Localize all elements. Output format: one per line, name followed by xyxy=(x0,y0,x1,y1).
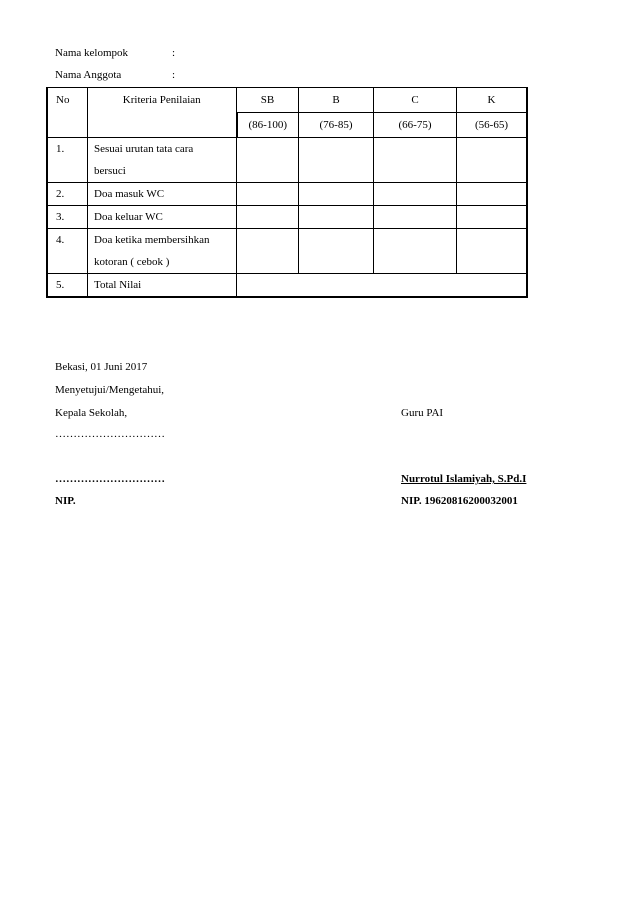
score-cell-sb xyxy=(237,138,299,183)
total-score-cell xyxy=(237,274,528,298)
col-no-header: No xyxy=(47,88,88,138)
score-cell-b xyxy=(299,229,374,274)
grade-k-label: K xyxy=(457,88,528,113)
criteria-line-2: kotoran ( cebok ) xyxy=(94,256,170,268)
score-cell-sb xyxy=(237,206,299,229)
table-row xyxy=(47,183,527,206)
teacher-name: Nurrotul Islamiyah, S.Pd.I xyxy=(401,473,527,485)
members-label: Nama Anggota xyxy=(55,69,122,81)
col-criteria-header: Kriteria Penilaian xyxy=(88,88,237,138)
members-colon: : xyxy=(172,69,176,81)
row-number: 3. xyxy=(47,206,88,229)
teacher-nip: NIP. 1962081620003200​1 xyxy=(401,495,518,507)
row-number: 2. xyxy=(47,183,88,206)
row-number: 4. xyxy=(47,229,88,274)
grade-sb-range: (86-100) xyxy=(237,113,299,138)
teacher-title: Guru PAI xyxy=(401,407,444,419)
assessment-table xyxy=(46,87,528,298)
table-row-total xyxy=(47,274,527,298)
grade-k-range: (56-65) xyxy=(457,113,528,138)
row-criteria: Doa keluar WC xyxy=(88,206,237,229)
score-cell-c xyxy=(374,138,457,183)
table-row xyxy=(47,138,527,183)
score-cell-b xyxy=(299,138,374,183)
score-cell-c xyxy=(374,229,457,274)
table-row xyxy=(47,229,527,274)
place-date: Bekasi, 01 Juni 2017 xyxy=(55,361,148,373)
score-cell-b xyxy=(299,206,374,229)
principal-nip: NIP. xyxy=(55,495,76,507)
dotted-line: ………………………… xyxy=(55,428,165,440)
score-cell-k xyxy=(457,206,528,229)
grade-c-range: (66-75) xyxy=(374,113,457,138)
grade-c-label: C xyxy=(374,88,457,113)
row-criteria: Total Nilai xyxy=(88,274,237,298)
group-name-label: Nama kelompok xyxy=(55,47,129,59)
criteria-line-2: bersuci xyxy=(94,165,126,177)
row-criteria xyxy=(88,138,237,183)
table-row xyxy=(47,206,527,229)
table-header-row xyxy=(47,88,527,113)
score-cell-sb xyxy=(237,183,299,206)
approval-text: Menyetujui/Mengetahui, xyxy=(55,384,165,396)
score-cell-c xyxy=(374,183,457,206)
score-cell-k xyxy=(457,138,528,183)
score-cell-k xyxy=(457,229,528,274)
group-name-colon: : xyxy=(172,47,176,59)
row-number: 5. xyxy=(47,274,88,298)
score-cell-k xyxy=(457,183,528,206)
grade-sb-label: SB xyxy=(237,88,299,113)
grade-b-label: B xyxy=(299,88,374,113)
row-number: 1. xyxy=(47,138,88,183)
principal-name: ………………………… xyxy=(55,473,165,485)
score-cell-b xyxy=(299,183,374,206)
row-criteria: Doa masuk WC xyxy=(88,183,237,206)
grade-b-range: (76-85) xyxy=(299,113,374,138)
principal-title: Kepala Sekolah, xyxy=(55,407,128,419)
score-cell-sb xyxy=(237,229,299,274)
criteria-line-1: Doa ketika membersihkan xyxy=(94,234,210,246)
criteria-line-1: Sesuai urutan tata cara xyxy=(94,143,194,155)
score-cell-c xyxy=(374,206,457,229)
row-criteria xyxy=(88,229,237,274)
